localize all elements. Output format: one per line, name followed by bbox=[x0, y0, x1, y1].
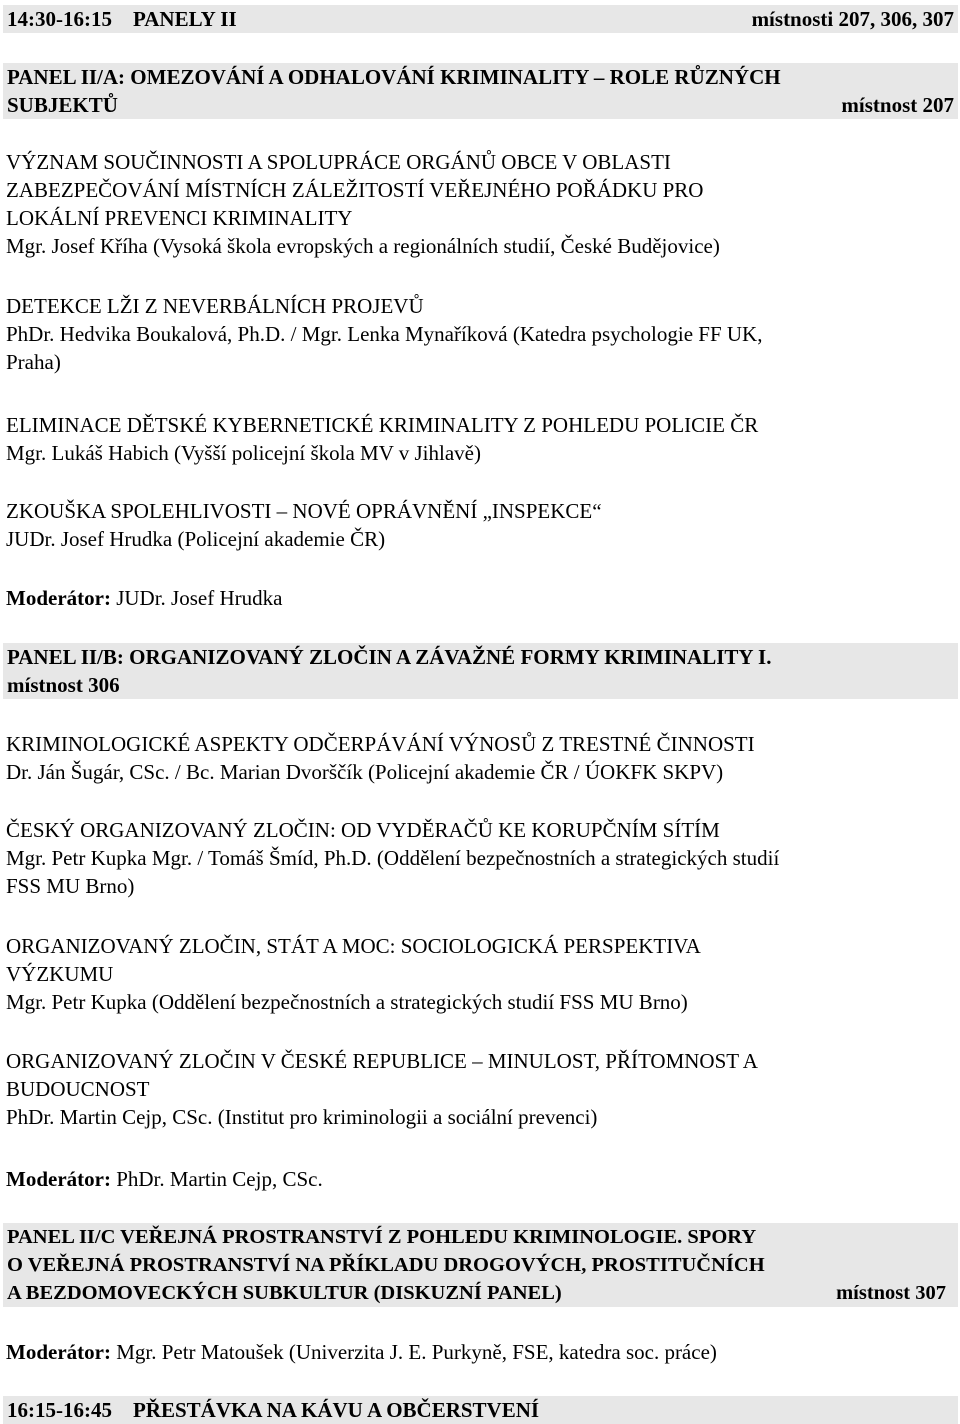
talk-title-line: LOKÁLNÍ PREVENCI KRIMINALITY bbox=[6, 206, 353, 230]
panel-a-title: PANEL II/A: OMEZOVÁNÍ A ODHALOVÁNÍ KRIMINALITY – ROLE RŮZNÝCH bbox=[7, 65, 781, 89]
panel-a-moderator bbox=[0, 584, 286, 612]
panel-b-talk bbox=[0, 1047, 762, 1131]
talk-title-line: ORGANIZOVANÝ ZLOČIN, STÁT A MOC: SOCIOLOGICKÁ PERSPEKTIVA bbox=[6, 934, 701, 958]
break-title: PŘESTÁVKA NA KÁVU A OBČERSTVENÍ bbox=[132, 1398, 540, 1422]
panel-c-moderator bbox=[0, 1338, 721, 1366]
panel-c-title-cont: O VEŘEJNÁ PROSTRANSTVÍ NA PŘÍKLADU DROGOVÝCH, PROSTITUČNÍCH bbox=[7, 1254, 765, 1276]
panel-c-title-end: A BEZDOMOVECKÝCH SUBKULTUR (DISKUZNÍ PANEL) bbox=[7, 1282, 562, 1304]
talk-speaker: Mgr. Petr Kupka Mgr. / Tomáš Šmíd, Ph.D. (Oddělení bezpečnostních a strategických studií bbox=[6, 846, 780, 870]
talk-title-line: KRIMINOLOGICKÉ ASPEKTY ODČERPÁVÁNÍ VÝNOSŮ Z TRESTNÉ ČINNOSTI bbox=[6, 732, 755, 756]
panel-c-room: místnost 307 bbox=[836, 1282, 946, 1304]
talk-speaker: PhDr. Martin Cejp, CSc. (Institut pro kriminologii a sociální prevenci) bbox=[6, 1105, 598, 1129]
talk-speaker: Mgr. Lukáš Habich (Vyšší policejní škola MV v Jihlavě) bbox=[6, 441, 481, 465]
panel-a-talk bbox=[0, 411, 762, 467]
talk-speaker: Mgr. Josef Kříha (Vysoká škola evropských a regionálních studií, České Budějovice) bbox=[6, 234, 720, 258]
talk-speaker: Mgr. Petr Kupka (Oddělení bezpečnostních a strategických studií FSS MU Brno) bbox=[6, 990, 688, 1014]
session-header bbox=[3, 5, 958, 33]
talk-speaker: PhDr. Hedvika Boukalová, Ph.D. / Mgr. Lenka Mynaříková (Katedra psychologie FF UK, bbox=[6, 322, 763, 346]
panel-b-moderator bbox=[0, 1165, 327, 1193]
session-time: 14:30-16:15 bbox=[7, 7, 112, 31]
panel-a-heading bbox=[3, 63, 958, 119]
panel-a-talk bbox=[0, 292, 766, 376]
break-bar bbox=[3, 1396, 958, 1424]
talk-title-line: VÝZKUMU bbox=[6, 962, 114, 986]
panel-c-heading bbox=[3, 1223, 958, 1307]
panel-b-heading bbox=[3, 643, 958, 699]
talk-speaker: Praha) bbox=[6, 350, 61, 374]
session-title: PANELY II bbox=[132, 7, 237, 31]
panel-a-title-row2 bbox=[7, 91, 954, 119]
moderator-label: Moderátor: bbox=[6, 1340, 111, 1364]
talk-title-line: ZABEZPEČOVÁNÍ MÍSTNÍCH ZÁLEŽITOSTÍ VEŘEJNÉHO POŘÁDKU PRO bbox=[6, 178, 704, 202]
talk-title-line: DETEKCE LŽI Z NEVERBÁLNÍCH PROJEVŮ bbox=[6, 294, 424, 318]
talk-title-line: ZKOUŠKA SPOLEHLIVOSTI – NOVÉ OPRÁVNĚNÍ „INSPEKCE“ bbox=[6, 499, 602, 523]
panel-c-title-row3 bbox=[7, 1279, 954, 1307]
panel-b-title: PANEL II/B: ORGANIZOVANÝ ZLOČIN A ZÁVAŽNÉ FORMY KRIMINALITY I. bbox=[7, 645, 772, 669]
talk-speaker: JUDr. Josef Hrudka (Policejní akademie ČR) bbox=[6, 527, 386, 551]
break-time: 16:15-16:45 bbox=[7, 1398, 112, 1422]
panel-c-title: PANEL II/C VEŘEJNÁ PROSTRANSTVÍ Z POHLEDU KRIMINOLOGIE. SPORY bbox=[7, 1226, 757, 1248]
panel-b-talk bbox=[0, 816, 783, 900]
talk-title-line: ORGANIZOVANÝ ZLOČIN V ČESKÉ REPUBLICE – MINULOST, PŘÍTOMNOST A bbox=[6, 1049, 758, 1073]
talk-title-line: VÝZNAM SOUČINNOSTI A SPOLUPRÁCE ORGÁNŮ OBCE V OBLASTI bbox=[6, 150, 671, 174]
moderator-name: JUDr. Josef Hrudka bbox=[116, 586, 283, 610]
talk-title-line: ELIMINACE DĚTSKÉ KYBERNETICKÉ KRIMINALITY Z POHLEDU POLICIE ČR bbox=[6, 413, 759, 437]
session-heading bbox=[7, 5, 237, 33]
panel-b-room: místnost 306 bbox=[7, 673, 120, 697]
panel-a-talk bbox=[0, 497, 606, 553]
talk-speaker: Dr. Ján Šugár, CSc. / Bc. Marian Dvorščík (Policejní akademie ČR / ÚOKFK SKPV) bbox=[6, 760, 724, 784]
panel-b-talk bbox=[0, 730, 759, 786]
talk-speaker: FSS MU Brno) bbox=[6, 874, 135, 898]
panel-a-talk bbox=[0, 148, 724, 260]
session-rooms: místnosti 207, 306, 307 bbox=[751, 7, 954, 31]
moderator-label: Moderátor: bbox=[6, 1167, 111, 1191]
panel-a-room: místnost 207 bbox=[841, 93, 954, 117]
talk-title-line: BUDOUCNOST bbox=[6, 1077, 150, 1101]
panel-b-talk bbox=[0, 932, 705, 1016]
moderator-name: PhDr. Martin Cejp, CSc. bbox=[116, 1167, 323, 1191]
moderator-label: Moderátor: bbox=[6, 586, 111, 610]
talk-title-line: ČESKÝ ORGANIZOVANÝ ZLOČIN: OD VYDĚRAČŮ KE KORUPČNÍM SÍTÍM bbox=[6, 818, 720, 842]
moderator-name: Mgr. Petr Matoušek (Univerzita J. E. Purkyně, FSE, katedra soc. práce) bbox=[116, 1340, 717, 1364]
panel-a-title-cont: SUBJEKTŮ bbox=[7, 93, 118, 117]
